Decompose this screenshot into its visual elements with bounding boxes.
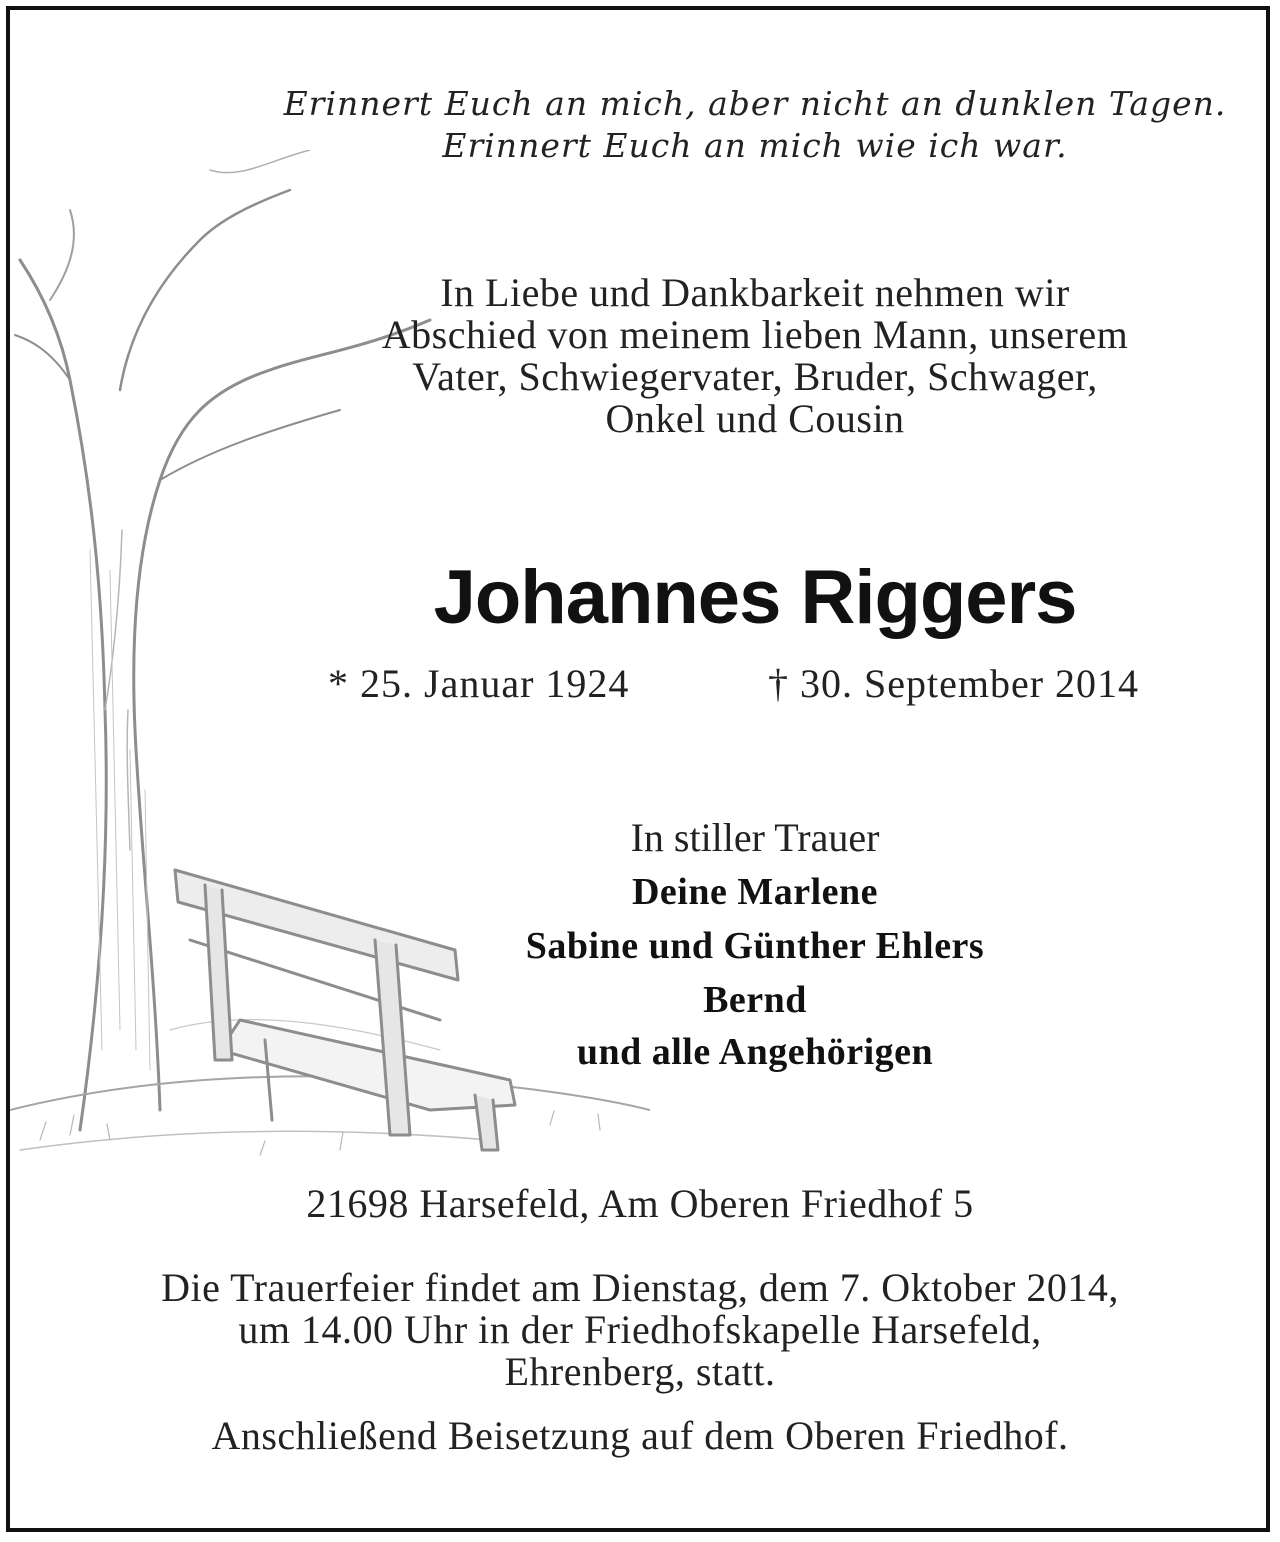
service-line-1: Die Trauerfeier findet am Dienstag, dem 7. Oktober 2014, — [161, 1265, 1119, 1310]
intro-line-2: Abschied von meinem lieben Mann, unserem — [381, 312, 1129, 357]
service-line-3: Ehrenberg, statt. — [504, 1349, 776, 1394]
intro-line-3: Vater, Schwiegervater, Bruder, Schwager, — [412, 354, 1098, 399]
family-address: 21698 Harsefeld, Am Oberen Friedhof 5 — [306, 1181, 974, 1226]
intro-line-4: Onkel und Cousin — [605, 396, 905, 441]
mourner-name: Bernd — [703, 979, 807, 1021]
motto-line-1: Erinnert Euch an mich, aber nicht an dunklen Tagen. — [283, 84, 1227, 123]
birth-date: * 25. Januar 1924 — [328, 661, 630, 706]
mourner-name: und alle Angehörigen — [576, 1031, 934, 1073]
death-date: † 30. September 2014 — [768, 661, 1140, 706]
service-line-2: um 14.00 Uhr in der Friedhofskapelle Harsefeld, — [238, 1307, 1042, 1352]
intro-line-1: In Liebe und Dankbarkeit nehmen wir — [440, 270, 1070, 315]
mourning-heading: In stiller Trauer — [630, 815, 880, 860]
burial-note: Anschließend Beisetzung auf dem Oberen Friedhof. — [211, 1413, 1069, 1458]
mourner-name: Deine Marlene — [631, 871, 879, 913]
deceased-name: Johannes Riggers — [433, 555, 1077, 640]
motto-line-2: Erinnert Euch an mich wie ich war. — [442, 126, 1068, 165]
mourner-name: Sabine und Günther Ehlers — [525, 925, 985, 967]
